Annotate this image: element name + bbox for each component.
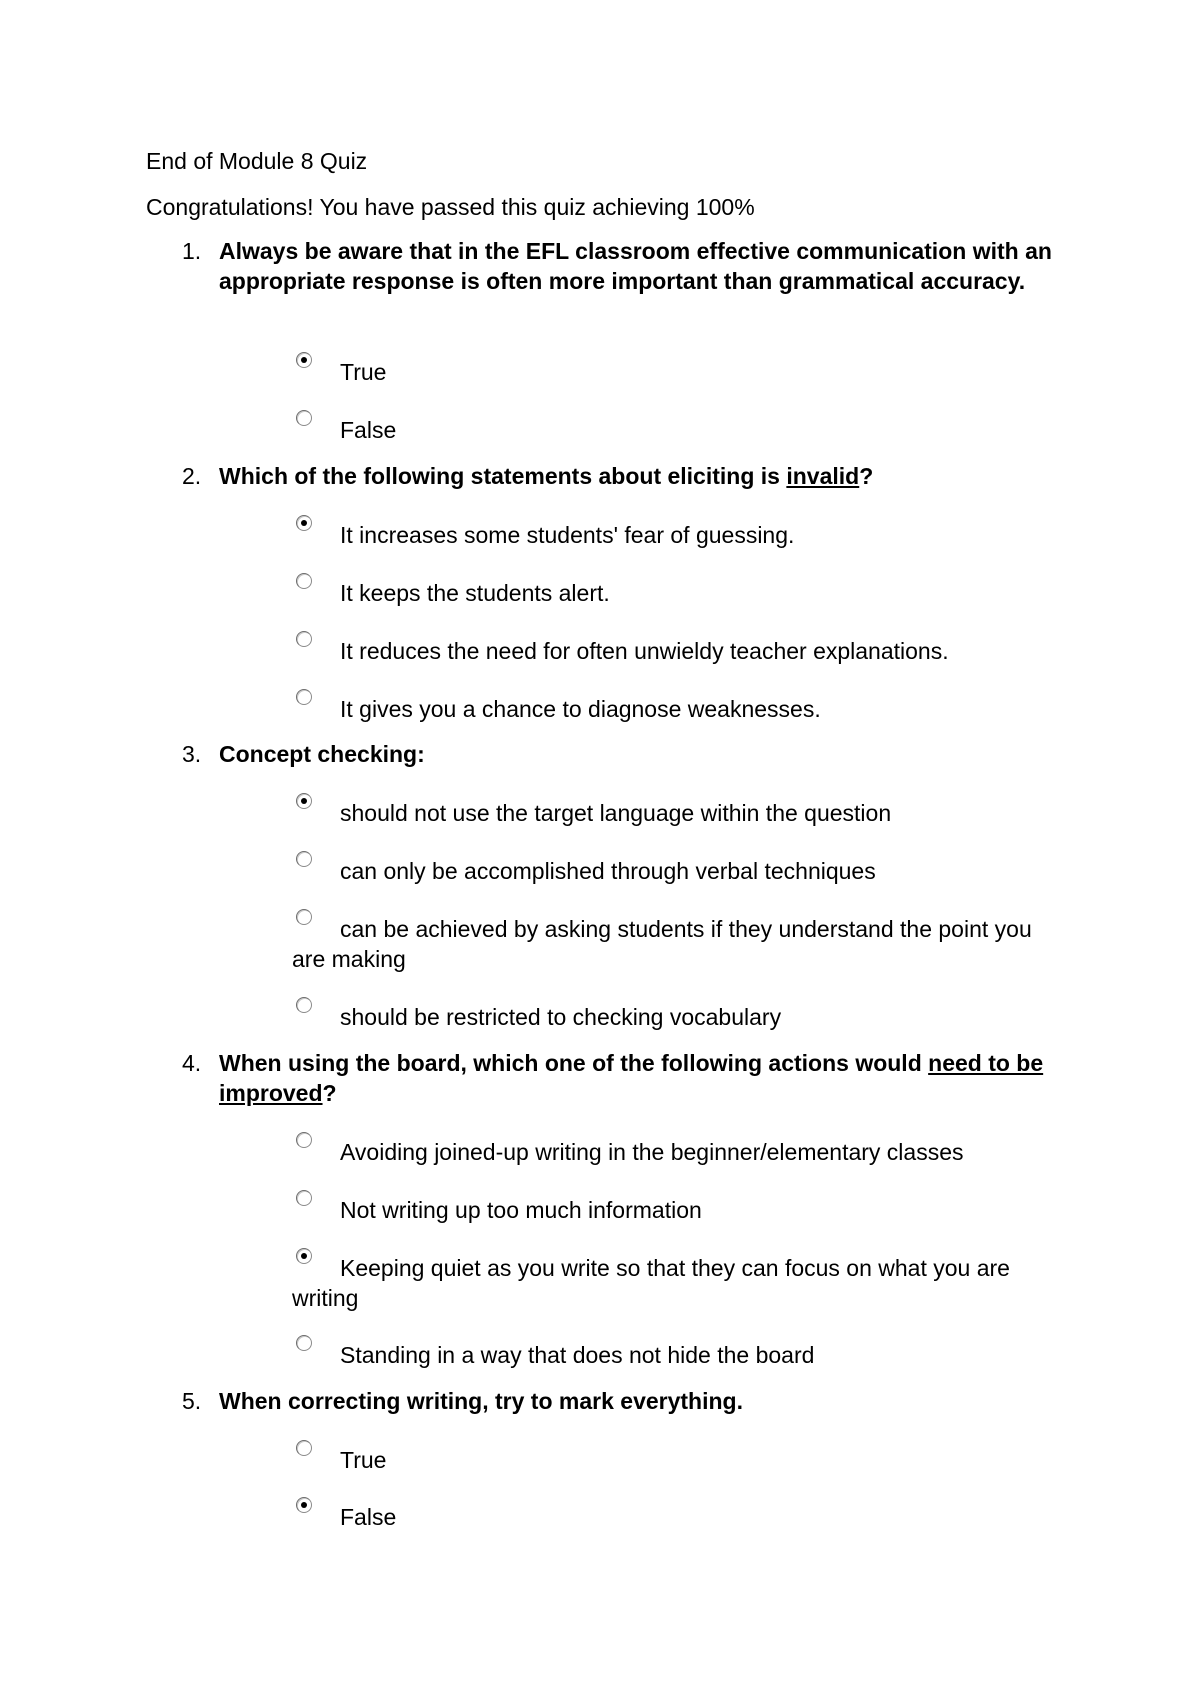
option-text: can only be accomplished through verbal techniques (340, 858, 876, 884)
question-4-text (219, 1048, 1059, 1108)
question-2-option-4-label (292, 694, 1062, 724)
quiz-title: End of Module 8 Quiz (146, 148, 368, 174)
question-3-option-2-label (292, 856, 1062, 886)
question-4-option-3-label (292, 1253, 1062, 1313)
question-2-option-3-label (292, 636, 1062, 666)
question-5-number: 5. (182, 1388, 202, 1414)
question-4-number: 4. (182, 1050, 202, 1076)
question-3-option-3-label (292, 914, 1062, 974)
question-3-text: Concept checking: (219, 741, 425, 767)
option-text: True (340, 359, 387, 385)
question-4-option-4-label (292, 1340, 1062, 1370)
quiz-result-message: Congratulations! You have passed this quiz achieving 100% (146, 194, 755, 220)
question-3-option-4-label (292, 1002, 1062, 1032)
question-4-text-before: When using the board, which one of the following actions would (219, 1050, 929, 1076)
question-2-option-2-label (292, 578, 1062, 608)
question-2-text-after: ? (859, 463, 874, 489)
option-text: Standing in a way that does not hide the board (340, 1342, 815, 1368)
option-text: should not use the target language within the question (340, 800, 892, 826)
question-3-option-1-label (292, 798, 1062, 828)
question-2-number: 2. (182, 463, 202, 489)
question-2-text (219, 461, 1059, 491)
question-4-option-2-label (292, 1195, 1062, 1225)
question-5-text: When correcting writing, try to mark everything. (219, 1388, 743, 1414)
question-1-text: Always be aware that in the EFL classroom effective communication with an appropriate response is often more important than grammatical accuracy. (219, 238, 1052, 294)
option-text: True (340, 1447, 387, 1473)
question-1-number: 1. (182, 238, 202, 264)
option-text: It increases some students' fear of guessing. (340, 522, 795, 548)
option-text: can be achieved by asking students if they understand the point you are making (292, 916, 1032, 972)
option-text: False (340, 1504, 397, 1530)
question-4-option-1-label (292, 1137, 1062, 1167)
option-text: It reduces the need for often unwieldy teacher explanations. (340, 638, 949, 664)
question-4-text-after: ? (322, 1080, 337, 1106)
option-text: It gives you a chance to diagnose weaknesses. (340, 696, 821, 722)
option-text: Keeping quiet as you write so that they can focus on what you are writing (292, 1255, 1010, 1311)
option-text: should be restricted to checking vocabulary (340, 1004, 782, 1030)
option-text: False (340, 417, 397, 443)
question-1-option-2-label (292, 415, 1062, 445)
question-3-number: 3. (182, 741, 202, 767)
option-text: Not writing up too much information (340, 1197, 702, 1223)
question-2-text-underlined: invalid (786, 463, 860, 489)
question-5-option-1-label (292, 1445, 1062, 1475)
option-text: It keeps the students alert. (340, 580, 610, 606)
question-2-option-1-label (292, 520, 1062, 550)
question-4-text-underlined: need to be improved (219, 1050, 1044, 1106)
question-2-text-before: Which of the following statements about eliciting is (219, 463, 787, 489)
question-5-option-2-label (292, 1502, 1062, 1532)
option-text: Avoiding joined-up writing in the beginner/elementary classes (340, 1139, 964, 1165)
question-1-option-1-label (292, 357, 1062, 387)
